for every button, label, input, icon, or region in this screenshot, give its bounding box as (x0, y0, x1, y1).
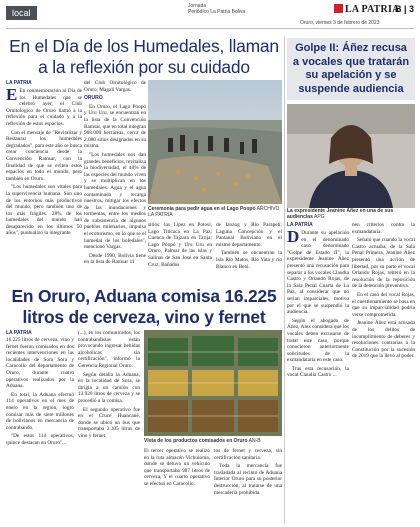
right-article-column-2 (352, 222, 415, 362)
newspaper-logo (334, 4, 400, 15)
right-paragraph: Según el abogado de Áñez, Alex considera que los vocales deben excusarse de tratar este caso, porque conocieron anteriormente solicitudes de la exmandataria en este caso. (287, 317, 349, 364)
article1-subhead: ORURO (84, 95, 103, 102)
dropcap: E (6, 85, 18, 104)
article1-paragraph: También se encuentran la Isla Río Matos, Río Yata y río Blanco en Beni. (216, 250, 282, 270)
section-tag: local (6, 6, 37, 20)
article2-column-2 (78, 330, 140, 442)
right-article-byline: LA PATRIA (287, 222, 313, 228)
article2-column-4 (214, 448, 282, 498)
article1-paragraph: del Club Ornitológico de Oruro, Magali Vargas. (84, 80, 146, 93)
masthead-center-line1: Jornada (188, 3, 207, 9)
right-lead-paragraph (287, 227, 349, 316)
article1-byline: LA PATRIA (6, 80, 32, 86)
right-article-headline: Golpe II: Áñez recusa a vocales que tratarán su apelación y se suspende audiencia (292, 42, 410, 95)
article1-paragraph: En Oruro, el Lago Poopó y Uru Uru, se encuentran en la lista de la Convención Ramsar, que en total integran 968.000 hectáreas, cerca de 2.080 sitios designados en su misma. (84, 103, 147, 150)
article2-column-1 (6, 337, 74, 449)
logo-text: LA PATRIA (345, 4, 400, 15)
article2-paragraph: El segundo operativo fue en el Cruce Huancané, donde se ubicó un bus que transportaba 2.305 litros de vino y fernet. (78, 406, 140, 439)
right-photo-credit: APG (313, 214, 325, 220)
masthead-center-line2: Periódico La Patria Boliva (188, 9, 246, 15)
seized-beer-photo (144, 330, 282, 436)
article1-paragraph: "Los humedales nos dan grandes beneficios, revitaliza la biodiversidad, el 40% de las especies del mundo viven y se multiplican en los humedales. Agua y el agua contaminada y recarga nuestros, mitigar los efectos de las inundaciones y tormentas, entre los medios de subsistencia de algunos pueblos milenarios, impulsa el ecoturismo, en lo que se el humedal de los bofedales", mencionó Vargas. (84, 151, 146, 251)
article1-column-4 (216, 222, 282, 272)
masthead-center (188, 3, 245, 15)
article2-byline: LA PATRIA (6, 330, 32, 336)
wetland-ceremony-photo (148, 80, 282, 204)
right-lead-text: Durante su apelación en el denominado caso denominado "Golpe de Estado II", la expresidente Jeanine Áñez presentó una recusación para separar a los vocales Claudia Castro y Orlando Rojas, de la Sala Penal Cuarta de La Paz, al considerar que no serían imparciales, motivo por el que se suspendió la audiencia. (287, 230, 349, 316)
article1-paragraph: sitios: los Lípez en Potosí, Lago Titicaca en La Paz; Cuenca de Tajzara en Tarija; Lago Poopó y Uru Uru en Oruro, Palmar de las islas y Salinas de San José en Santa Cruz; Bañados (148, 222, 212, 268)
page-number: B | 3 (394, 4, 414, 14)
article1-paragraph: Desde 1990, Bolivia tiene en la lista de Ramsar 11 (84, 252, 146, 266)
logo-mark-icon (334, 4, 343, 13)
dateline: Oruro, viernes 3 de febrero de 2023 (300, 20, 380, 26)
article2-column-3 (144, 448, 210, 490)
right-paragraph: Jeanine Áñez está acusada de los delitos de incumplimiento de deberes y resoluciones contrarias a la Constitución por la sucesión de 2019 que la llevó al poder. (352, 320, 415, 360)
article1-column-3 (148, 222, 212, 270)
right-paragraph: En el caso del vocal Rojas, el cuestionamiento se basa en que su imparcialidad podría verse comprometida. (352, 291, 415, 318)
top-rule (6, 28, 414, 29)
article2-paragraph: tos de fernet y cerveza, sin certificación sanitaria. (214, 448, 282, 461)
article1-paragraph: de Izozog y Río Parapetí; Laguna Concepción y el Pantanal Boliviano en el mismo departamento. (216, 222, 282, 248)
right-paragraph: Tras esta recusación, la vocal Claudia Castro ... (287, 365, 349, 379)
article1-caption-text: Ceremonia para pedir agua en el Lago Poopó (148, 206, 256, 212)
anez-portrait-photo (287, 104, 415, 208)
article1-photo-caption (148, 206, 282, 218)
right-paragraph: Señaló que cuando la vocal Castro actuaba, de la Sala Penal Primera, Jeanine Áñez presentó una acción de libertad, por su parte el vocal Orlando Rojas, reiteró en la resolución de la reposición de la detención preventiva. (352, 237, 415, 290)
dropcap: D (287, 227, 300, 246)
right-caption-text: La expresidente Jeanine Áñez en una de sus audiencias (287, 208, 394, 220)
article2-paragraph: En total, la Aduana efectuó 114 operativos en el mes de enero en la región, logró comisar más de siete millones de bolivianos en mercancía de contrabando. (6, 391, 74, 431)
article2-paragraph: (...), en los comunicados, los contrabandistas están provocando ingresar bebidas alcohólicas sin certificación", informó la Gerencia Regional Oruro. (78, 330, 140, 369)
article2-caption-text: Vista de los productos comisados en Oruro (144, 438, 248, 444)
article2-paragraph: 16.225 litros de cerveza, vino y fernet fueron comisados en dos recientes intervenciones en las localidades de Sora Sora y Caracollo del departamento de Oruro, durante cuatro operativos realizados por la Aduana. (6, 337, 74, 390)
article2-photo-caption (144, 438, 282, 444)
right-article-column-1 (287, 227, 349, 381)
right-photo-caption (287, 208, 415, 220)
column-divider (284, 36, 285, 524)
article2-headline: En Oruro, Aduana comisa 16.225 litros de cerveza, vino y fernet (11, 286, 277, 327)
article1-photo-credit: ARCHIVO LA PATRIA (148, 206, 280, 218)
article2-paragraph: El tercer operativo se realizó en la ruta almacén Vichuloma, donde se detuvo un vehículo que transportaba 987 litros de cerveza, Y el cuarto operativo se efectuó en Caracollo. (144, 448, 210, 487)
article2-paragraph: Toda la mercancía fue trasladada al recinto de Aduana Interior Oruro para su posterior destrucción, al tratarse de una mercadería prohibida. (214, 463, 282, 496)
article1-paragraph: "Los humedales son vitales para la supervivencia humana. Son uno de los entornos más productivos del mundo, pero también uno de los más frágiles. 28% de los humedales del mundo han desaparecido en los últimos 50 años", puntualizó la integrante (6, 184, 82, 237)
article1-paragraph: Con el mensaje de "Revitalizar y Restaurar los humedales degradados", para este año se busca crear conciencia desde la Convención Ramsar, con la finalidad de que se eviten estos espacios en todo el mundo, pero también en Oruro. (6, 129, 82, 182)
article1-column-2 (84, 80, 146, 268)
right-paragraph: nen criterios contra la exmandataria. (352, 222, 415, 235)
article1-lead-paragraph (6, 85, 82, 128)
article2-paragraph: "De estos 114 operativos, quince destacan en Oruro"... (6, 433, 74, 446)
article1-lead-text: En conmemoración al Día de los Humedales que se celebró ayer, el Club Ornitológico de Oruro llamó a la reflexión para el cuidado y a la reflexión de estos espacios. (6, 88, 82, 127)
article2-photo-credit: AN-B (248, 438, 261, 444)
article1-column-1 (6, 85, 82, 239)
masthead (0, 0, 420, 32)
article2-paragraph: Según detalla la Aduana, en la localidad de Sora, se dirigía a un camión con 13.920 litros de cerveza y se procedió a la comisa. (78, 371, 140, 404)
article1-headline: En el Día de los Humedales, llaman a la reflexión por su cuidado (9, 36, 279, 77)
